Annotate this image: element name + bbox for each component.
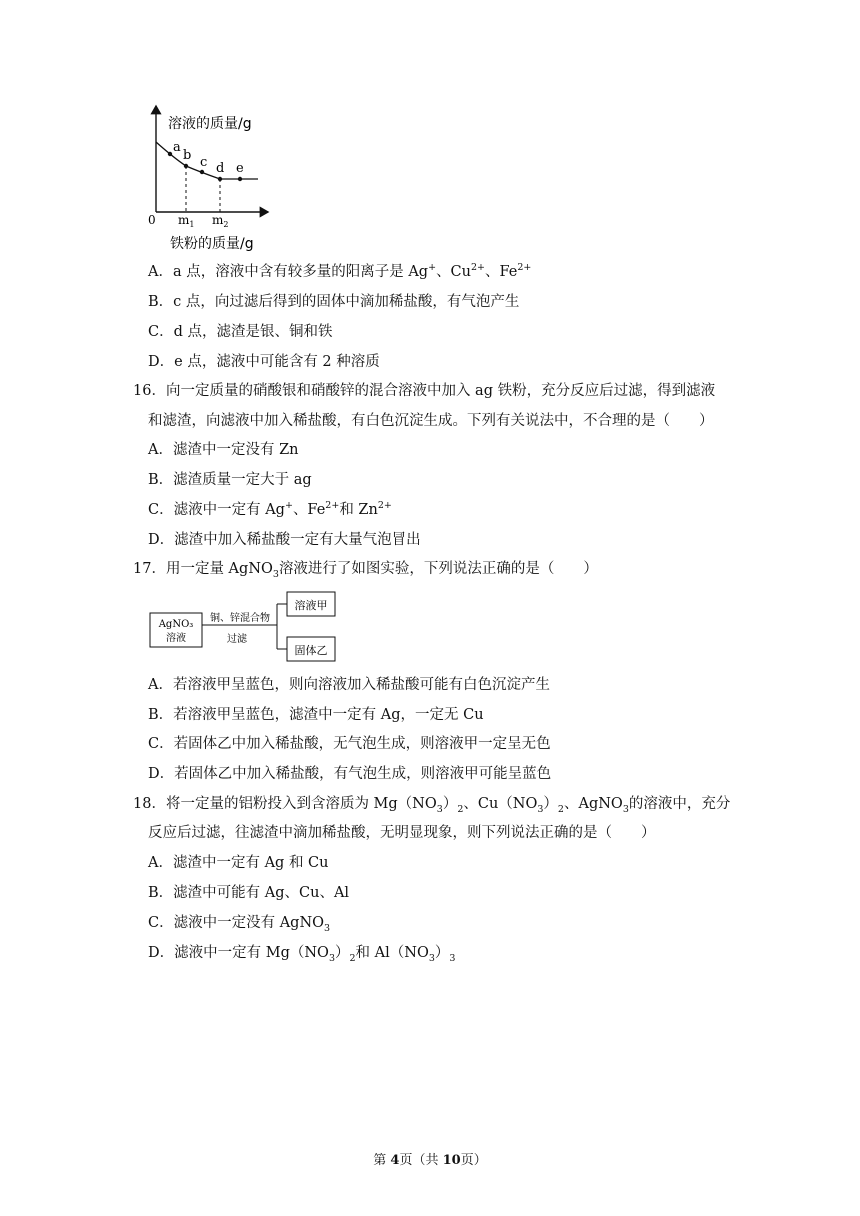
q17-option-d: D．若固体乙中加入稀盐酸，有气泡生成，则溶液甲可能呈蓝色 <box>148 766 552 782</box>
q15-option-b: B．c 点，向过滤后得到的固体中滴加稀盐酸，有气泡产生 <box>148 294 520 310</box>
q17-stem: 17．用一定量 AgNO$_3$溶液进行了如图实验，下列说法正确的是（ ） <box>133 561 598 580</box>
q15-option-a: A．a 点，溶液中含有较多量的阳离子是 Ag+、$Cu^{2+}$、$Fe^{2+}$ <box>148 262 532 280</box>
label-a: a <box>173 140 181 155</box>
q16-option-b: B．滤渣质量一定大于 ag <box>148 472 312 488</box>
agno3-box-line1: AgNO₃ <box>158 619 194 630</box>
label-d: d <box>216 161 225 176</box>
q17-option-c: C．若固体乙中加入稀盐酸，无气泡生成，则溶液甲一定呈无色 <box>148 736 551 752</box>
label-e: e <box>236 161 244 176</box>
solid-yi-label: 固体乙 <box>294 644 328 657</box>
m1-label: $m_1$ <box>178 213 195 229</box>
y-axis-label: 溶液的质量/g <box>168 116 252 132</box>
label-b: b <box>183 148 192 163</box>
point-e <box>238 177 242 181</box>
origin-label: 0 <box>148 213 156 227</box>
point-c <box>200 170 204 174</box>
label-c: c <box>200 155 208 170</box>
solution-mass-graph <box>140 100 280 255</box>
q16-stem-line1: 16．向一定质量的硝酸银和硝酸锌的混合溶液中加入 ag 铁粉，充分反应后过滤，得到滤液 <box>133 383 716 399</box>
q18-option-b: B．滤渣中可能有 Ag、Cu、Al <box>148 885 350 901</box>
x-axis-label: 铁粉的质量/g <box>170 236 254 252</box>
point-a <box>168 152 172 156</box>
q18-option-c: C．滤液中一定没有 AgNO$_3$ <box>148 915 331 934</box>
q16-option-a: A．滤渣中一定没有 Zn <box>148 442 299 458</box>
q17-option-a: A．若溶液甲呈蓝色，则向溶液加入稀盐酸可能有白色沉淀产生 <box>148 677 550 693</box>
q16-option-d: D．滤渣中加入稀盐酸一定有大量气泡冒出 <box>148 532 421 548</box>
page-footer: 第 4页（共 10页） <box>373 1153 487 1168</box>
q18-stem-line1: 18．将一定量的铝粉投入到含溶质为 $Mg(NO_3)_2$、$Cu(NO_3)_2$、AgNO$_3$的溶液中，充分 <box>133 796 731 815</box>
q15-option-c: C．d 点，滤渣是银、铜和铁 <box>148 324 333 340</box>
process-label: 过滤 <box>227 634 247 645</box>
page-total: 10 <box>442 1153 461 1168</box>
q16-stem-line2: 和滤渣，向滤液中加入稀盐酸，有白色沉淀生成。下列有关说法中，不合理的是（ ） <box>148 413 714 429</box>
reagent-label: 铜、锌混合物 <box>210 613 270 624</box>
solution-jia-label: 溶液甲 <box>294 599 328 612</box>
q17-option-b: B．若溶液甲呈蓝色，滤渣中一定有 Ag，一定无 Cu <box>148 707 484 723</box>
agno3-box-line2: 溶液 <box>166 633 186 644</box>
experiment-flow-diagram <box>145 588 345 668</box>
m2-label: $m_2$ <box>212 213 229 229</box>
q18-option-d: D．滤液中一定有 $Mg(NO_3)_2$和 $Al(NO_3)_3$ <box>148 945 456 964</box>
q15-option-d: D．e 点，滤液中可能含有 2 种溶质 <box>148 354 380 370</box>
page-number: 4 <box>390 1153 400 1168</box>
q18-stem-line2: 反应后过滤，往滤渣中滴加稀盐酸，无明显现象，则下列说法正确的是（ ） <box>148 825 656 841</box>
q18-option-a: A．滤渣中一定有 Ag 和 Cu <box>148 855 329 871</box>
q16-option-c: C．滤液中一定有 Ag+、$Fe^{2+}$和 $Zn^{2+}$ <box>148 500 392 518</box>
